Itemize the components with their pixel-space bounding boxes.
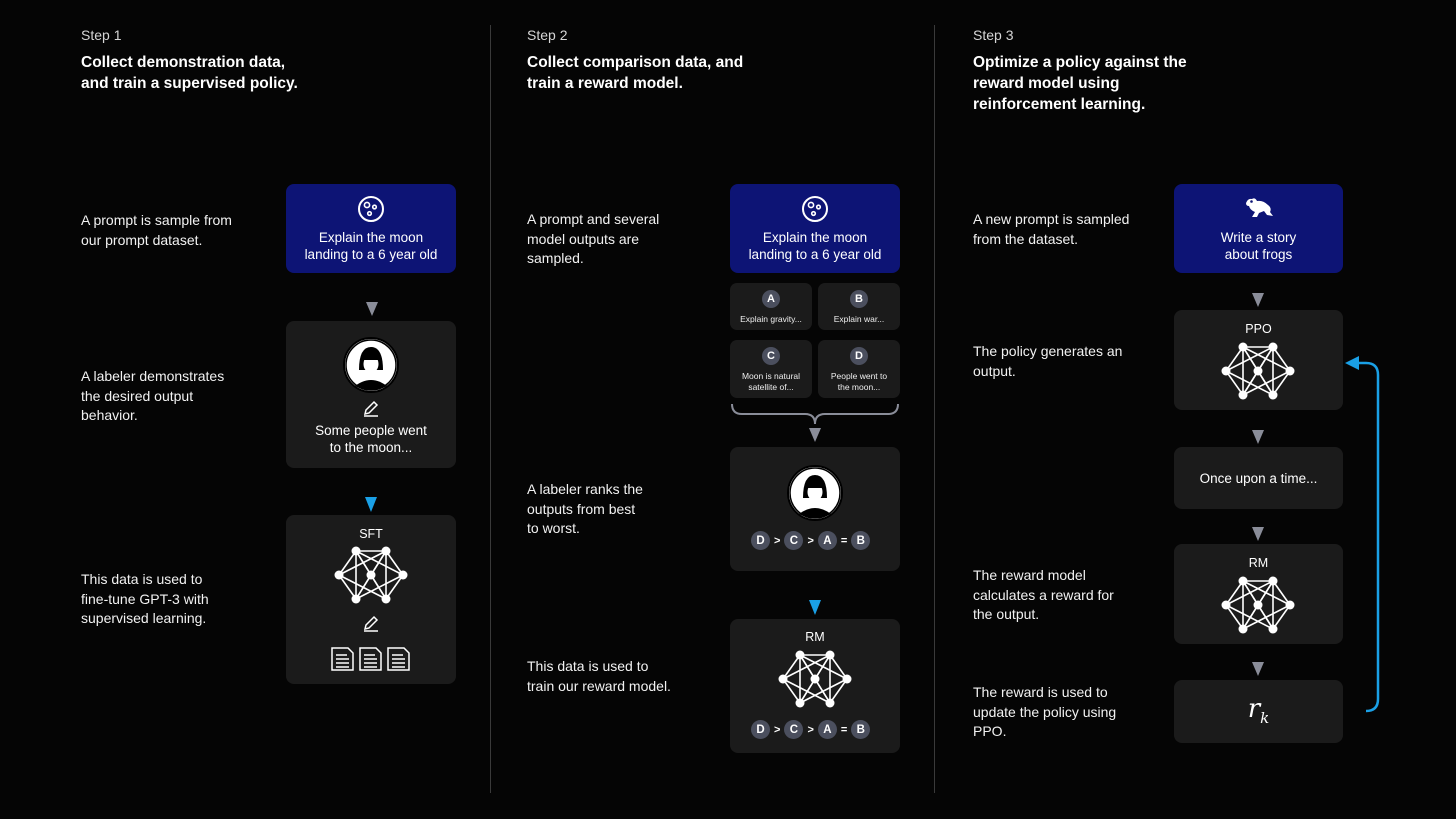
rank-operator: > [807,723,814,736]
arrow-down-icon [1252,662,1264,676]
frog-icon [1243,196,1275,220]
neural-network-icon [1221,575,1295,635]
step-3-output-card [1174,447,1343,509]
column-divider [934,25,935,793]
step-3-prompt-card [1174,184,1343,273]
rank-badge: D [751,720,770,739]
step-2-prompt-text: Explain the moon landing to a 6 year old [748,230,882,262]
step-1-prompt-text: Explain the moon landing to a 6 year old [304,230,438,262]
ranking-row [751,720,870,739]
step-2-title: Collect comparison data, and train a reward model. [527,54,744,92]
neural-network-icon [778,649,852,709]
rank-badge: C [784,720,803,739]
step-3-desc-policy: The policy generates an output. [973,343,1123,379]
output-card-b [818,283,900,330]
output-letter-badge: B [850,290,868,308]
step-3-ppo-card [1174,310,1343,410]
step-1-labeler-card [286,321,456,468]
step-3-desc-update: The reward is used to update the policy using PPO. [973,684,1117,739]
rank-operator: > [774,723,781,736]
reward-symbol-subscript: k [1260,709,1270,728]
rank-operator: = [840,723,848,736]
step-3-desc-prompt: A new prompt is sampled from the dataset. [973,211,1130,247]
step-3-prompt-text: Write a story about frogs [1220,230,1297,262]
step-3-desc-reward-model: The reward model calculates a reward for the output. [973,567,1114,622]
neural-network-icon [1221,341,1295,401]
step-1-sft-card [286,515,456,684]
step-2-label: Step 2 [527,27,568,43]
rank-badge: A [818,531,837,550]
step-1-desc-labeler: A labeler demonstrates the desired output behavior. [81,368,225,423]
step-1-title: Collect demonstration data, and train a supervised policy. [81,54,298,92]
step-1-demo-text: Some people went to the moon... [315,423,427,455]
moon-icon [801,195,829,223]
step-2-desc-labeler: A labeler ranks the outputs from best to worst. [527,481,643,536]
output-card-d [818,340,900,398]
rank-operator: > [774,534,781,547]
output-text: People went to the moon... [830,371,888,392]
output-text: Moon is natural satellite of... [741,371,801,392]
output-letter-badge: C [762,347,780,365]
rank-operator: = [840,534,848,547]
step-3-output-text: Once upon a time... [1199,471,1318,486]
output-letter-badge: D [850,347,868,365]
rank-badge: C [784,531,803,550]
brace-icon [730,402,900,426]
output-text: Explain war... [833,314,885,324]
neural-network-icon [334,545,408,605]
pencil-icon [362,399,380,417]
step-1-desc-prompt: A prompt is sample from our prompt dataset. [81,212,232,248]
rm-model-label: RM [805,630,825,644]
column-divider [490,25,491,793]
arrow-down-icon [1252,527,1264,541]
document-icon [331,647,411,671]
step-3-reward-card [1174,680,1343,743]
labeler-avatar-icon [786,464,844,522]
step-1-desc-finetune: This data is used to fine-tune GPT-3 with supervised learning. [81,571,209,626]
step-3-rm-card [1174,544,1343,644]
labeler-avatar-icon [342,336,400,394]
ranking-row [751,531,870,550]
step-2-ranking-card [730,447,900,571]
output-text: Explain gravity... [740,314,802,324]
arrow-down-icon [365,497,377,512]
arrow-down-icon [1252,430,1264,444]
output-letter-badge: A [762,290,780,308]
step-1-prompt-card [286,184,456,273]
rank-badge: B [851,531,870,550]
rank-badge: A [818,720,837,739]
rm-model-label: RM [1248,556,1269,570]
output-card-a [730,283,812,330]
reward-symbol [1174,694,1343,727]
rank-badge: B [851,720,870,739]
pencil-icon [362,614,380,632]
arrow-down-icon [809,600,821,615]
moon-icon [357,195,385,223]
ppo-model-label: PPO [1245,322,1272,336]
reward-symbol-base: r [1247,694,1261,724]
step-3-label: Step 3 [973,27,1014,43]
rank-operator: > [807,534,814,547]
step-1-label: Step 1 [81,27,122,43]
arrow-down-icon [809,428,821,442]
step-3-title: Optimize a policy against the reward model using reinforcement learning. [973,54,1187,113]
rank-badge: D [751,531,770,550]
sft-model-label: SFT [359,527,383,541]
step-2-rm-card [730,619,900,753]
arrow-down-icon [1252,293,1264,307]
step-2-desc-train: This data is used to train our reward model. [527,658,671,694]
feedback-loop-arrow-icon [1344,350,1384,716]
arrow-down-icon [366,302,378,316]
step-2-prompt-card [730,184,900,273]
output-card-c [730,340,812,398]
step-2-desc-prompt: A prompt and several model outputs are sampled. [527,211,660,266]
